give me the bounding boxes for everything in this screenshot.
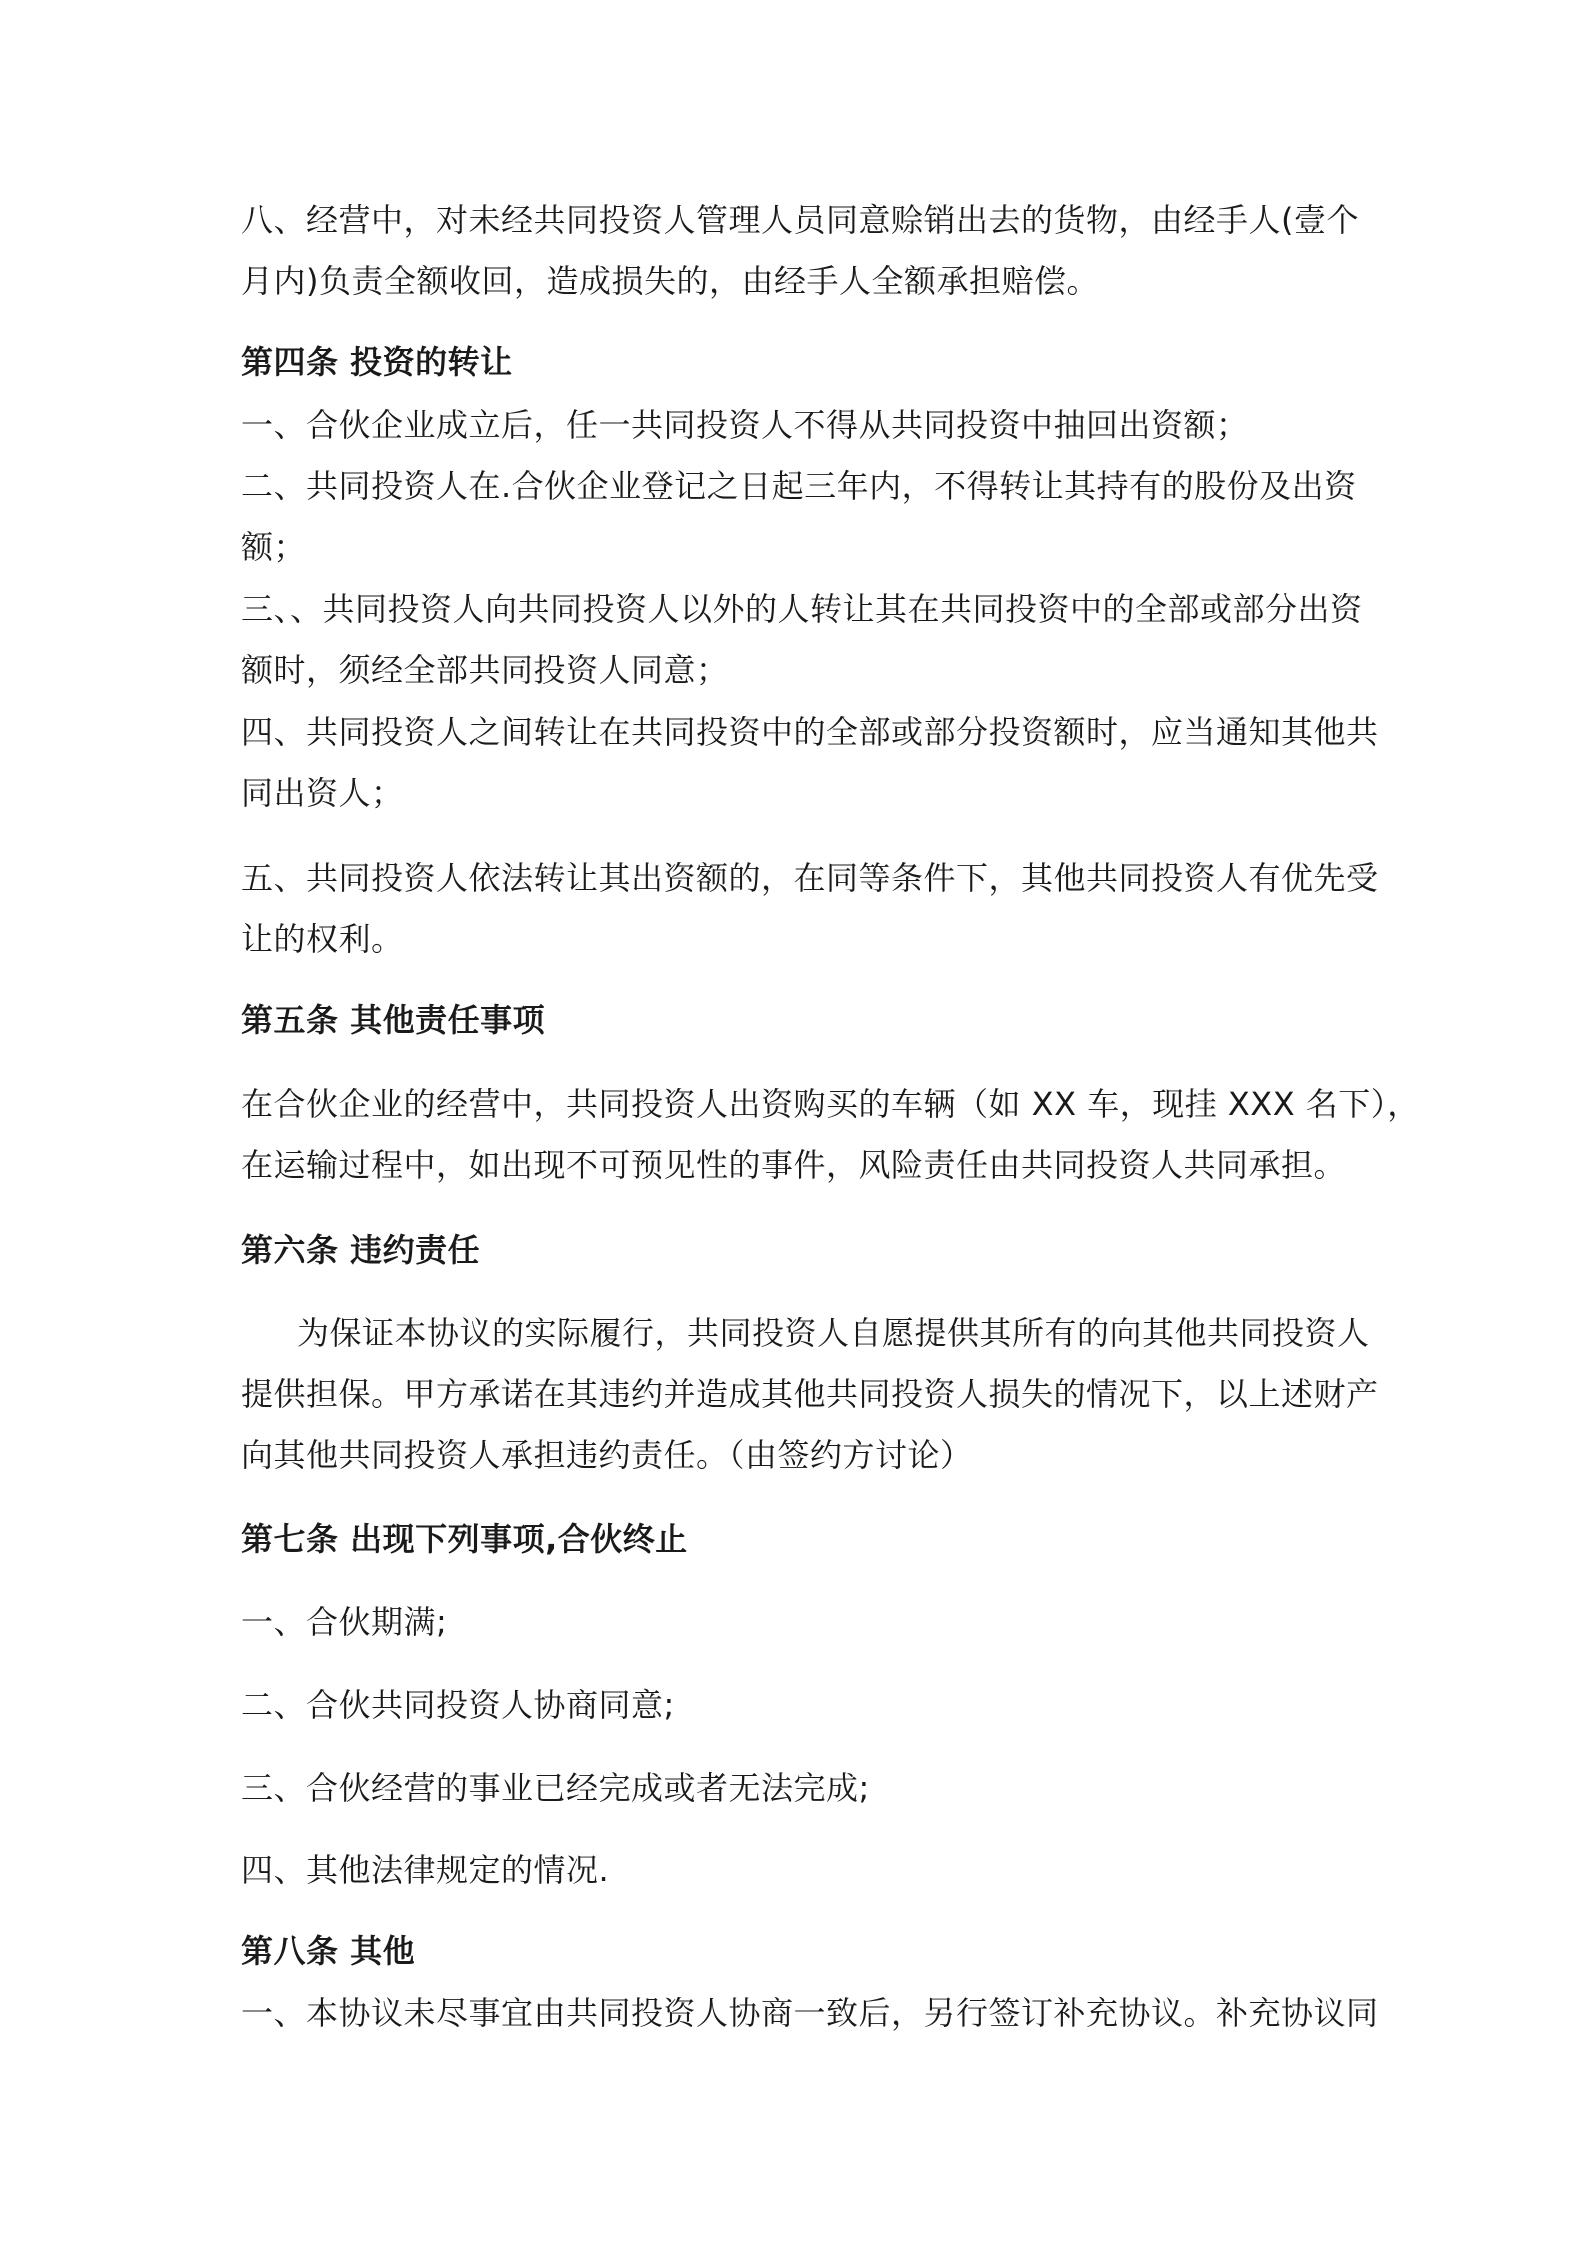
clause-line: 为保证本协议的实际履行，共同投资人自愿提供其所有的向其他共同投资人: [297, 1314, 1370, 1352]
article-6-body: [241, 1303, 1379, 1486]
clause-line: 八、经营中，对未经共同投资人管理人员同意赊销出去的货物，由经手人(壹个: [241, 201, 1359, 239]
article-7-heading: 第七条 出现下列事项,合伙终止: [241, 1520, 688, 1558]
article-4-heading: 第四条 投资的转让: [241, 343, 513, 381]
clause-line: 向其他共同投资人承担违约责任。（由签约方讨论）: [241, 1436, 973, 1474]
article-4-item-4: [241, 702, 1379, 824]
article-7-item-3: 三、合伙经营的事业已经完成或者无法完成;: [241, 1769, 870, 1807]
clause-item-8: [241, 190, 1361, 312]
article-8-item-1: 一、本协议未尽事宜由共同投资人协商一致后，另行签订补充协议。补充协议同: [241, 1994, 1379, 2032]
article-7-item-2: 二、合伙共同投资人协商同意;: [241, 1686, 675, 1724]
article-7-item-4: 四、其他法律规定的情况.: [241, 1851, 610, 1889]
clause-line: 二、共同投资人在.合伙企业登记之日起三年内，不得转让其持有的股份及出资: [241, 467, 1357, 505]
clause-line: 在运输过程中，如出现不可预见性的事件，风险责任由共同投资人共同承担。: [241, 1146, 1347, 1184]
article-7-item-1: 一、合伙期满;: [241, 1603, 448, 1641]
article-4-item-3: [241, 579, 1361, 701]
clause-line: 额；: [241, 528, 307, 566]
clause-line: 五、共同投资人依法转让其出资额的，在同等条件下，其他共同投资人有优先受: [241, 859, 1379, 897]
clause-line: 提供担保。甲方承诺在其违约并造成其他共同投资人损失的情况下，以上述财产: [241, 1375, 1379, 1413]
clause-line: 月内)负责全额收回，造成损失的，由经手人全额承担赔偿。: [241, 262, 1099, 300]
article-4-item-1: 一、合伙企业成立后，任一共同投资人不得从共同投资中抽回出资额；: [241, 406, 1249, 444]
article-4-item-2: [241, 456, 1361, 578]
clause-line: 在合伙企业的经营中，共同投资人出资购买的车辆（如 XX 车，现挂 XXX 名下），: [241, 1085, 1420, 1123]
clause-line: 同出资人；: [241, 774, 404, 812]
clause-line: 四、共同投资人之间转让在共同投资中的全部或部分投资额时，应当通知其他共: [241, 713, 1379, 751]
clause-line: 三、、共同投资人向共同投资人以外的人转让其在共同投资中的全部或部分出资: [241, 590, 1363, 628]
clause-line: 让的权利。: [241, 920, 404, 958]
article-5-heading: 第五条 其他责任事项: [241, 1001, 546, 1039]
article-6-heading: 第六条 违约责任: [241, 1231, 481, 1269]
article-4-item-5: [241, 848, 1379, 970]
article-5-body: [241, 1074, 1420, 1196]
clause-line: 额时，须经全部共同投资人同意；: [241, 651, 729, 689]
article-8-heading: 第八条 其他: [241, 1932, 416, 1970]
